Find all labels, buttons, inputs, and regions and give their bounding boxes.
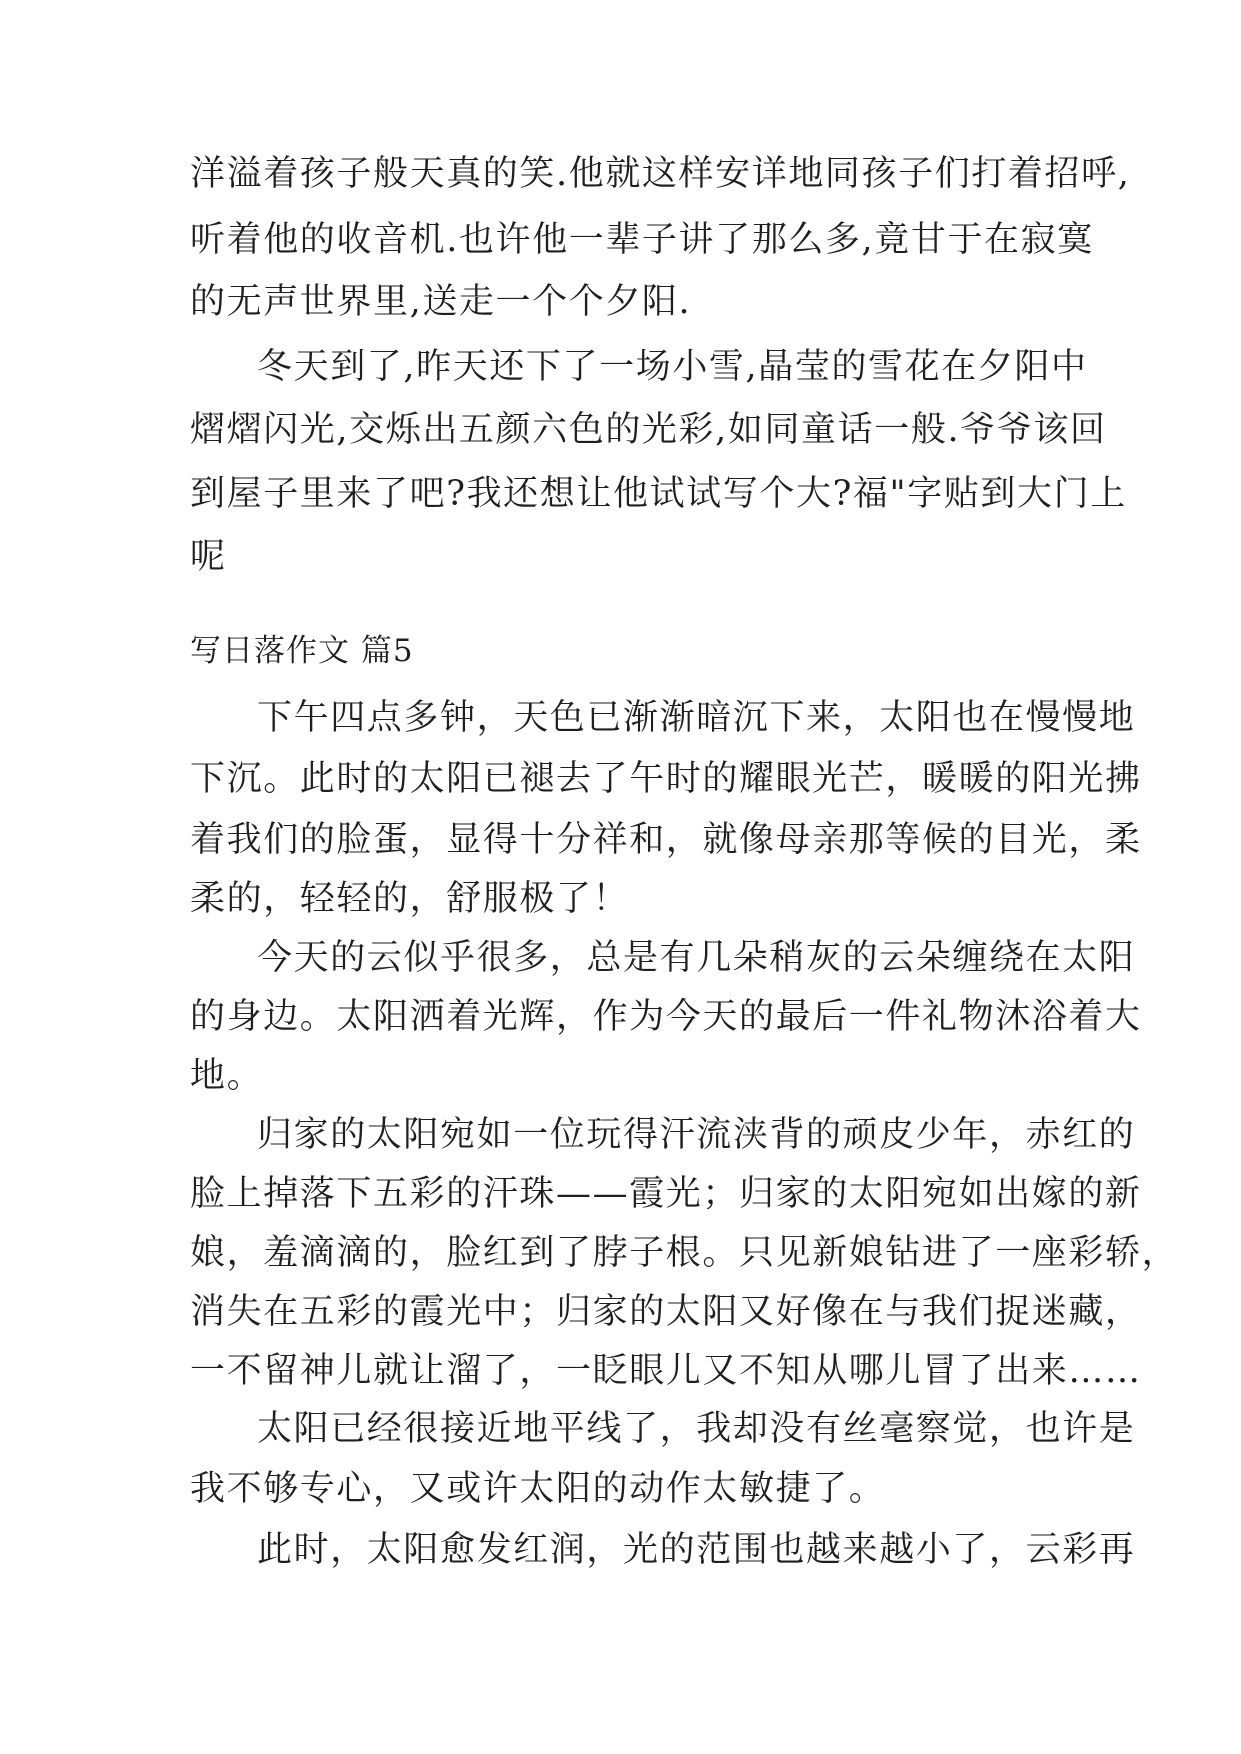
- text-line: 今天的云似乎很多，总是有几朵稍灰的云朵缠绕在太阳: [257, 938, 1136, 978]
- text-line: 娘，羞滴滴的，脸红到了脖子根。只见新娘钻进了一座彩轿，: [190, 1233, 1179, 1273]
- text-line: 此时，太阳愈发红润，光的范围也越来越小了，云彩再: [257, 1530, 1136, 1570]
- text-line: 到屋子里来了吧?我还想让他试试写个大?福"字贴到大门上: [190, 474, 1127, 514]
- text-line: 脸上掉落下五彩的汗珠——霞光；归家的太阳宛如出嫁的新: [190, 1174, 1142, 1214]
- text-line: 我不够专心，又或许太阳的动作太敏捷了。: [190, 1469, 886, 1509]
- text-line: 洋溢着孩子般天真的笑.他就这样安详地同孩子们打着招呼,: [190, 154, 1131, 194]
- text-line: 呢: [190, 537, 227, 577]
- text-line: 消失在五彩的霞光中；归家的太阳又好像在与我们捉迷藏，: [190, 1292, 1142, 1332]
- text-line: 冬天到了,昨天还下了一场小雪,晶莹的雪花在夕阳中: [257, 347, 1088, 387]
- text-line: 一不留神儿就让溜了，一眨眼儿又不知从哪儿冒了出来……: [190, 1351, 1142, 1391]
- text-line: 熠熠闪光,交烁出五颜六色的光彩,如同童话一般.爷爷该回: [190, 410, 1107, 450]
- text-line: 听着他的收音机.也许他一辈子讲了那么多,竟甘于在寂寞: [190, 220, 1094, 260]
- text-line: 下午四点多钟，天色已渐渐暗沉下来，太阳也在慢慢地: [257, 698, 1136, 738]
- text-line: 太阳已经很接近地平线了，我却没有丝毫察觉，也许是: [257, 1409, 1136, 1449]
- text-line: 下沉。此时的太阳已褪去了午时的耀眼光芒，暖暖的阳光拂: [190, 759, 1142, 799]
- text-line: 着我们的脸蛋，显得十分祥和，就像母亲那等候的目光，柔: [190, 820, 1142, 860]
- text-line: 地。: [190, 1056, 264, 1096]
- text-line: 的无声世界里,送走一个个夕阳.: [190, 282, 692, 322]
- text-line: 的身边。太阳洒着光辉，作为今天的最后一件礼物沐浴着大: [190, 997, 1142, 1037]
- section-heading: 写日落作文 篇5: [190, 633, 414, 669]
- text-line: 归家的太阳宛如一位玩得汗流浃背的顽皮少年，赤红的: [257, 1115, 1136, 1155]
- text-line: 柔的，轻轻的，舒服极了！: [190, 879, 630, 919]
